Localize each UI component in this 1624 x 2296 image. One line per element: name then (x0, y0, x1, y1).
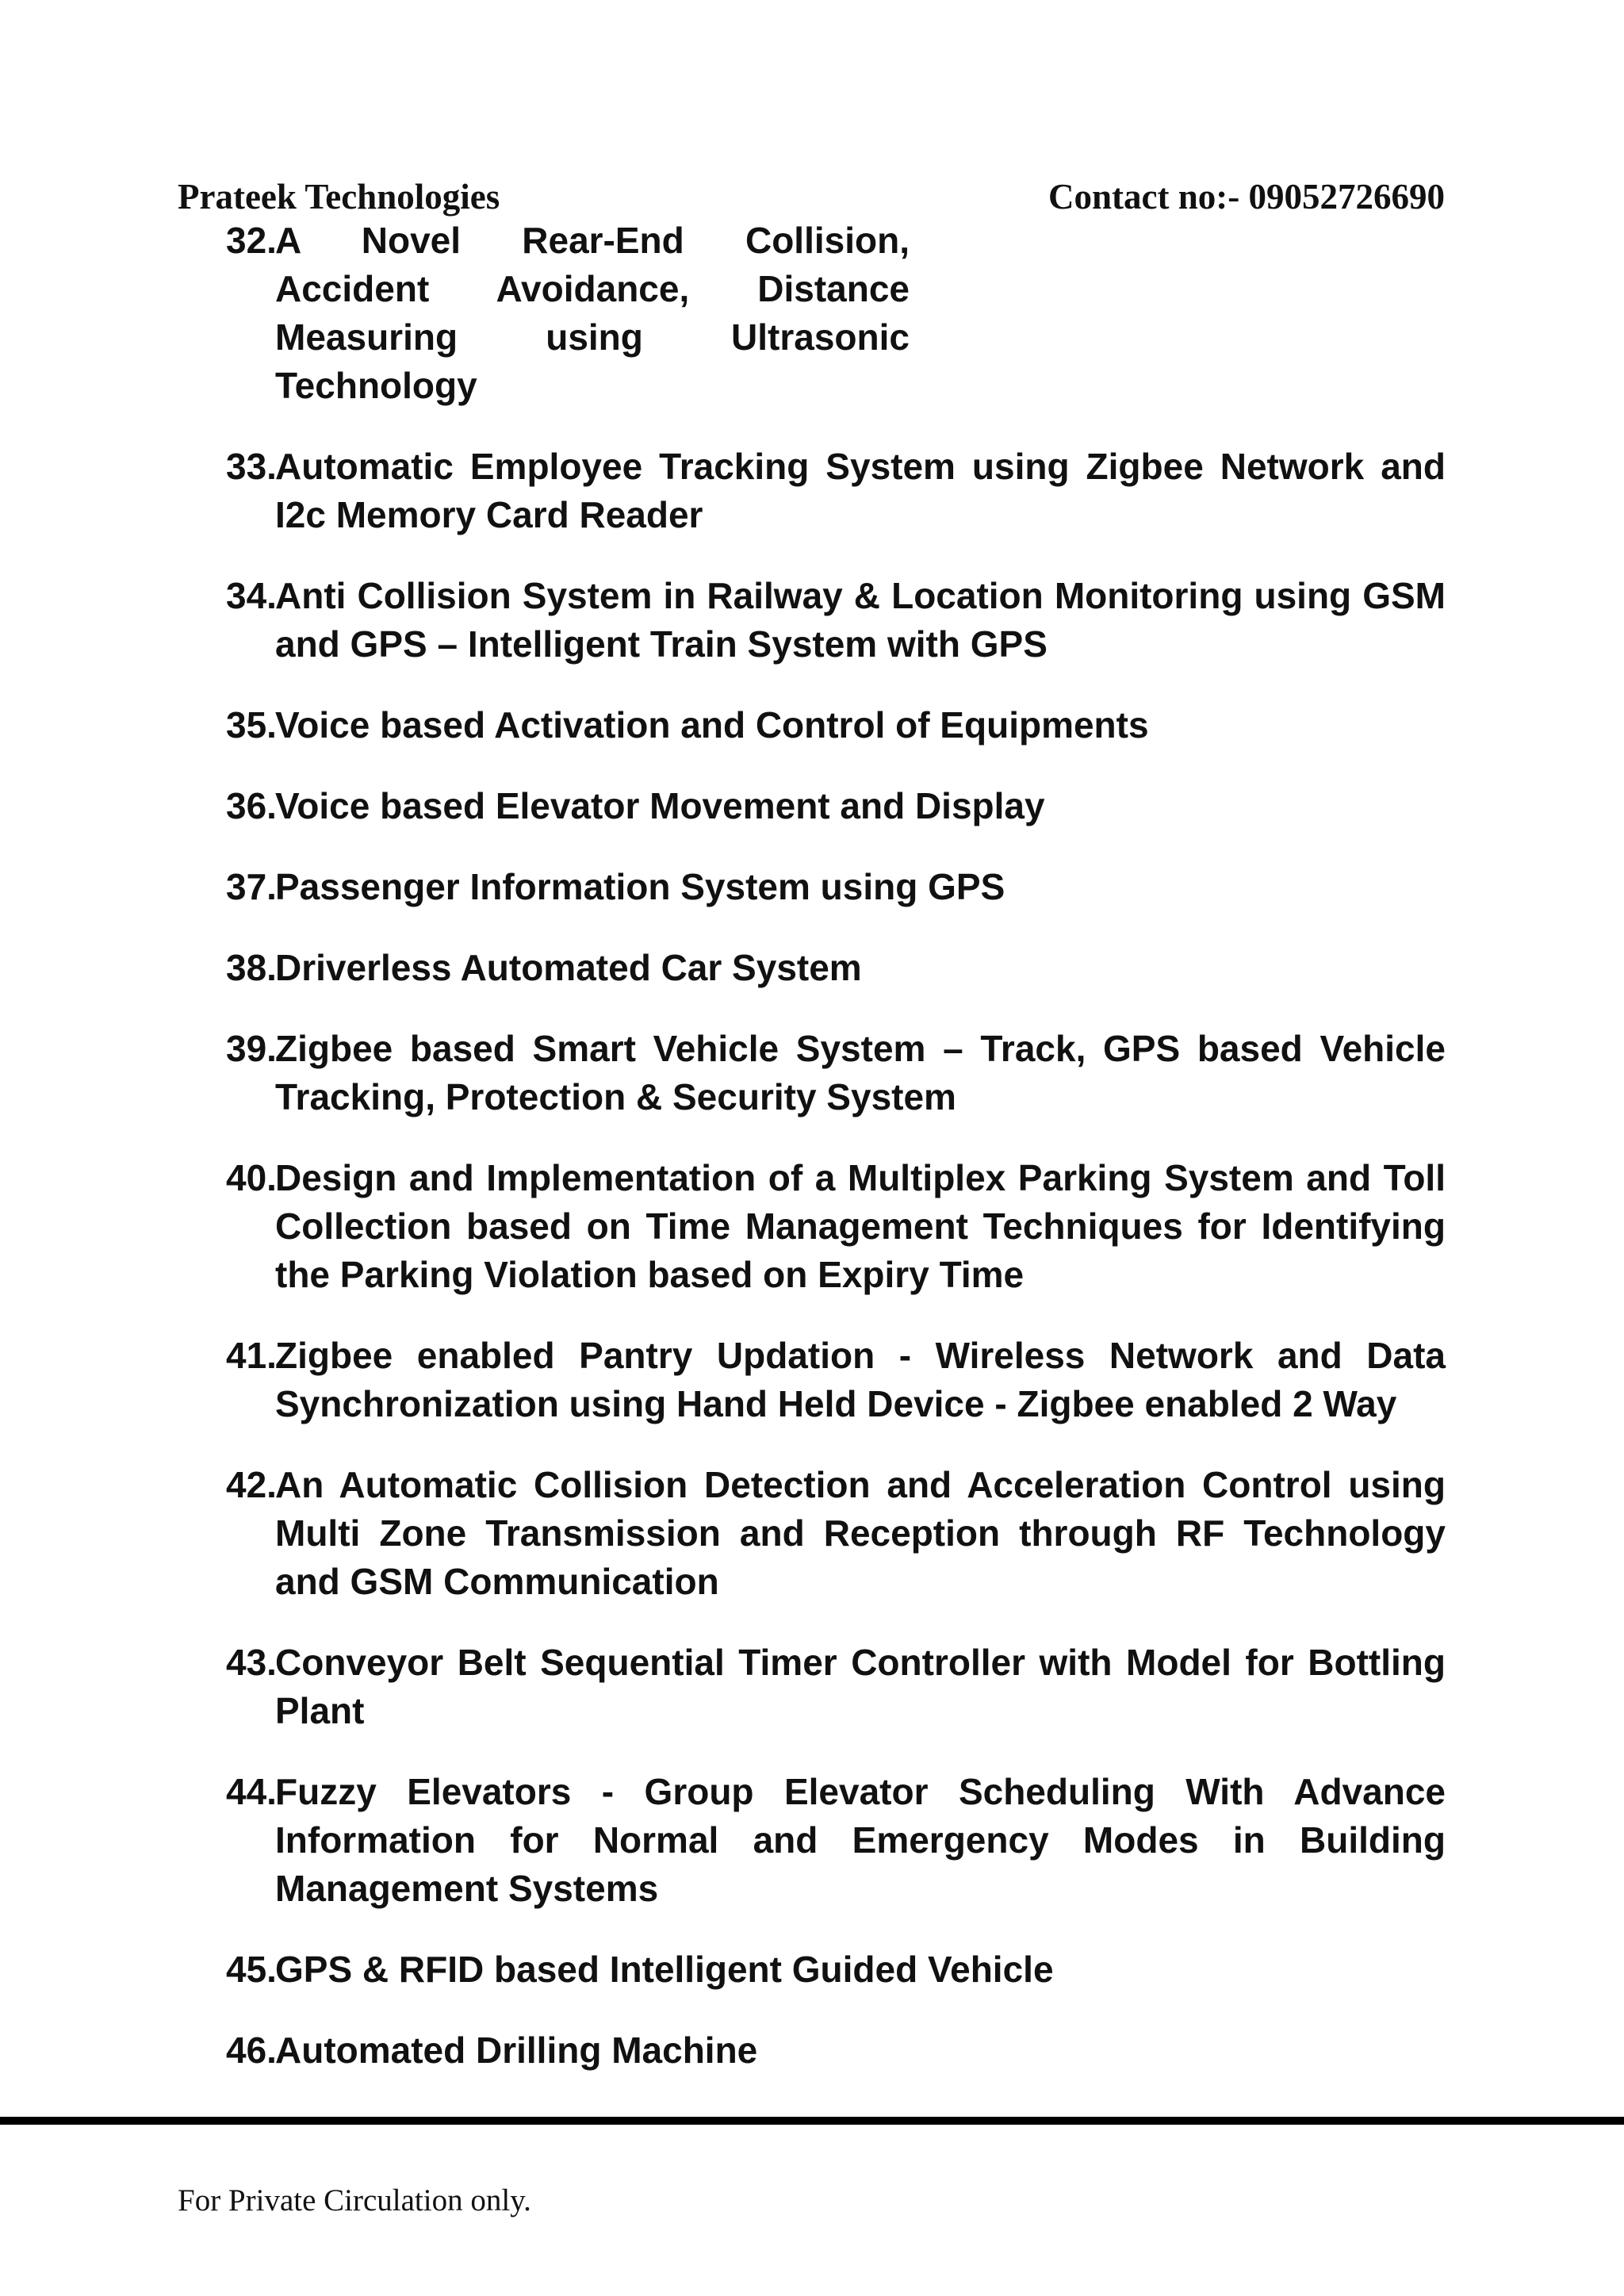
item-text: Automatic Employee Tracking System using Zigbee Network and I2c Memory Card Reader (275, 446, 1446, 535)
item-text: Zigbee based Smart Vehicle System – Track, GPS based Vehicle Tracking, Protection & Security System (275, 1028, 1446, 1117)
list-item (226, 863, 1446, 911)
footer-note: For Private Circulation only. (178, 2183, 531, 2217)
item-text: Zigbee enabled Pantry Updation - Wireless Network and Data Synchronization using Hand Held Device - Zigbee enabled 2 Way (275, 1335, 1446, 1424)
list-item (226, 782, 1446, 830)
item-text: An Automatic Collision Detection and Acceleration Control using Multi Zone Transmission and Reception through RF Technology and GSM Communication (275, 1464, 1446, 1602)
project-list (226, 217, 1446, 2107)
item-text: Automated Drilling Machine (275, 2030, 758, 2071)
item-number: 46. (226, 2030, 277, 2071)
list-item (226, 572, 1446, 669)
contact-number: Contact no:- 09052726690 (1048, 177, 1445, 217)
item-number: 33. (226, 446, 277, 487)
item-number: 43. (226, 1642, 277, 1683)
item-number: 41. (226, 1335, 277, 1376)
item-number: 35. (226, 704, 277, 746)
item-text: Voice based Elevator Movement and Display (275, 785, 1045, 826)
item-text: Voice based Activation and Control of Equipments (275, 704, 1149, 746)
list-item (226, 1768, 1446, 1913)
item-text: Design and Implementation of a Multiplex Parking System and Toll Collection based on Time Management Techniques for Identifying the Parking Violation based on Expiry Time (275, 1157, 1446, 1295)
list-item (226, 1154, 1446, 1299)
list-item (226, 1639, 1446, 1735)
list-item (226, 1025, 1446, 1121)
list-item (226, 443, 1446, 539)
item-number: 32. (226, 220, 277, 261)
list-item (226, 1332, 1446, 1428)
list-item (226, 1461, 1446, 1606)
item-text: Anti Collision System in Railway & Location Monitoring using GSM and GPS – Intelligent Train System with GPS (275, 575, 1446, 665)
item-text: GPS & RFID based Intelligent Guided Vehicle (275, 1949, 1054, 1990)
item-number: 36. (226, 785, 277, 826)
company-name: Prateek Technologies (178, 177, 500, 217)
list-item (226, 1945, 1446, 1994)
footer-divider (0, 2117, 1624, 2125)
list-item (226, 944, 1446, 992)
item-number: 39. (226, 1028, 277, 1069)
item-number: 37. (226, 866, 277, 907)
item-number: 38. (226, 947, 277, 988)
item-number: 40. (226, 1157, 277, 1198)
item-number: 42. (226, 1464, 277, 1505)
item-text: Passenger Information System using GPS (275, 866, 1005, 907)
item-text: A Novel Rear-End Collision, Accident Avoidance, Distance Measuring using Ultrasonic Technology (275, 220, 910, 406)
item-number: 44. (226, 1771, 277, 1812)
item-text: Driverless Automated Car System (275, 947, 862, 988)
item-number: 34. (226, 575, 277, 616)
list-item (226, 217, 910, 410)
item-text: Fuzzy Elevators - Group Elevator Scheduling With Advance Information for Normal and Emergency Modes in Building Management Systems (275, 1771, 1446, 1909)
item-number: 45. (226, 1949, 277, 1990)
list-item (226, 701, 1446, 749)
item-text: Conveyor Belt Sequential Timer Controller with Model for Bottling Plant (275, 1642, 1446, 1731)
list-item (226, 2026, 1446, 2075)
